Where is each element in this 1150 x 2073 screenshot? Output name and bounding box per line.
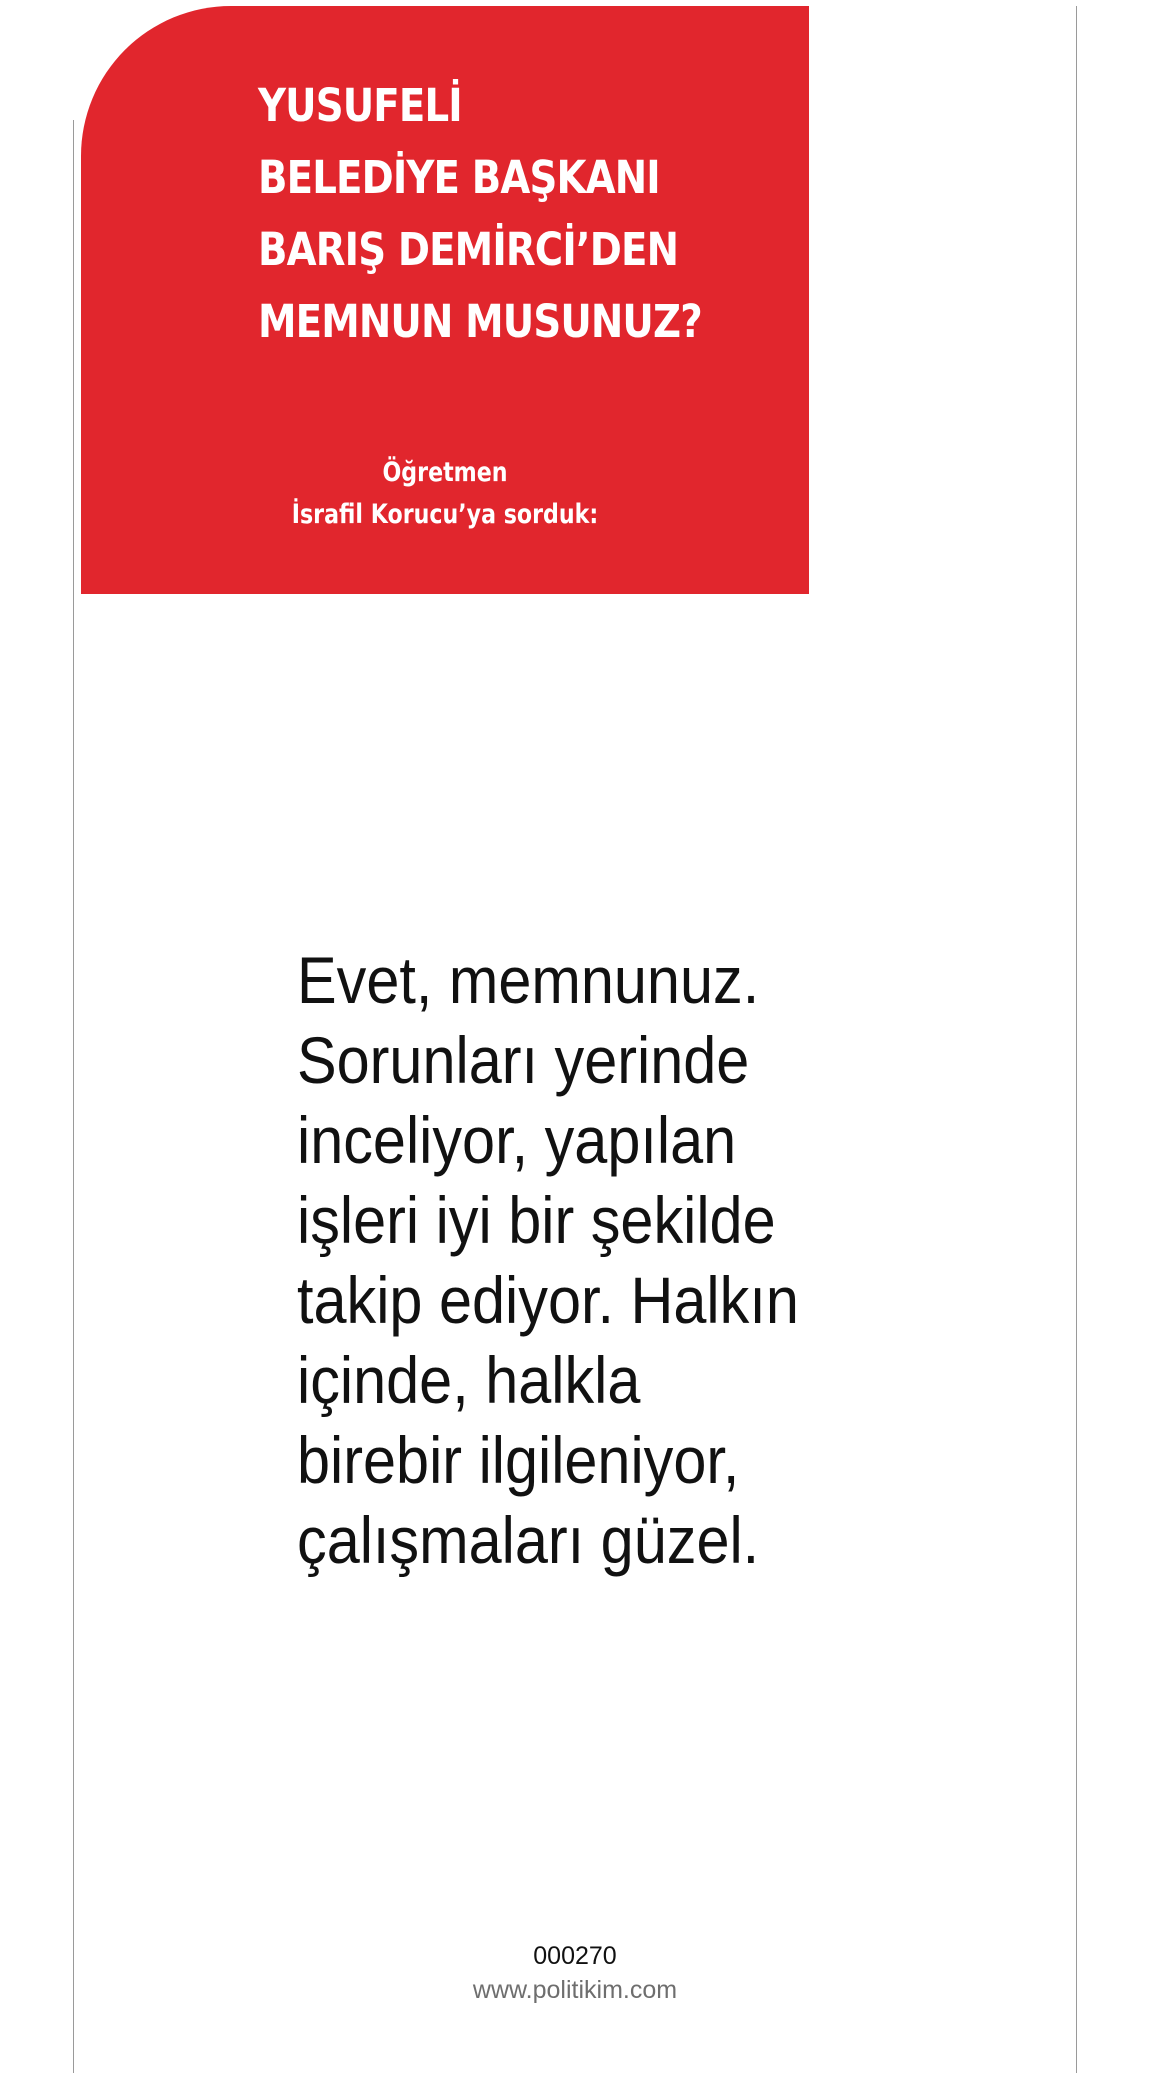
- answer-line: inceliyor, yapılan: [297, 1103, 737, 1177]
- answer-line: Evet, memnunuz.: [297, 943, 760, 1017]
- answer-line: Sorunları yerinde: [297, 1023, 750, 1097]
- subtitle-line: İsrafil Korucu’ya sorduk:: [291, 499, 599, 530]
- answer-line: içinde, halkla: [297, 1343, 641, 1417]
- headline: [258, 70, 702, 358]
- answer-line: işleri iyi bir şekilde: [297, 1183, 776, 1257]
- subtitle: [81, 452, 809, 536]
- answer-line: çalışmaları güzel.: [297, 1503, 760, 1577]
- answer-text: [297, 940, 799, 1580]
- headline-line: YUSUFELİ: [258, 79, 462, 132]
- right-page-guide: [1076, 6, 1077, 2073]
- headline-line: BARIŞ DEMİRCİ’DEN: [258, 223, 679, 276]
- left-page-guide: [73, 120, 74, 2073]
- headline-line: MEMNUN MUSUNUZ?: [258, 295, 702, 348]
- answer-line: takip ediyor. Halkın: [297, 1263, 799, 1337]
- subtitle-line: Öğretmen: [382, 457, 508, 488]
- footer-url[interactable]: www.politikim.com: [472, 1976, 678, 2004]
- headline-line: BELEDİYE BAŞKANI: [258, 151, 660, 204]
- answer-line: birebir ilgileniyor,: [297, 1423, 740, 1497]
- footer-code: 000270: [533, 1942, 617, 1970]
- header-card: [81, 6, 809, 594]
